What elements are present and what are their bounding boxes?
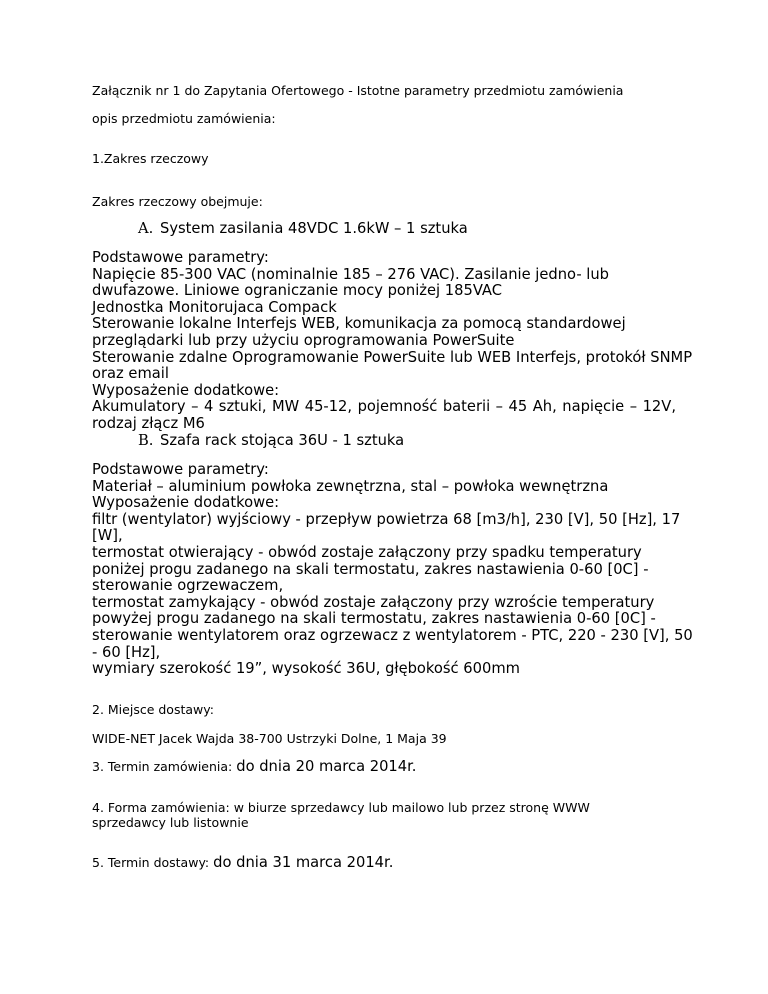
item-a-line: Podstawowe parametry: <box>92 249 269 266</box>
delivery-place-label: 2. Miejsce dostawy: <box>92 702 214 717</box>
item-a-body <box>92 249 693 433</box>
item-b-letter: B. <box>138 432 154 449</box>
item-b-line: poniżej progu zadanego na skali termostatu, zakres nastawienia 0-60 [0C] - <box>92 560 649 578</box>
delivery-deadline-label: 5. Termin dostawy: <box>92 855 210 870</box>
document-title: Załącznik nr 1 do Zapytania Ofertowego - Istotne parametry przedmiotu zamówienia <box>92 83 624 98</box>
item-b-line: powyżej progu zadanego na skali termostatu, zakres nastawienia 0-60 [0C] - <box>92 610 656 628</box>
item-b-line: filtr (wentylator) wyjściowy - przepływ powietrza 68 [m3/h], 230 [V], 50 [Hz], 17 <box>92 510 681 528</box>
item-a-line: Jednostka Monitorujaca Compack <box>92 298 337 316</box>
item-a-line: Akumulatory – 4 sztuki, MW 45-12, pojemność baterii – 45 Ah, napięcie – 12V, <box>92 398 676 416</box>
item-b-line: - 60 [Hz], <box>92 643 161 661</box>
scope-intro: Zakres rzeczowy obejmuje: <box>92 194 263 209</box>
item-b-line: sterowanie ogrzewaczem, <box>92 577 284 595</box>
item-b-line: termostat zamykający - obwód zostaje załączony przy wzroście temperatury <box>92 593 655 611</box>
document-subtitle: opis przedmiotu zamówienia: <box>92 111 276 126</box>
item-a-line: Sterowanie lokalne Interfejs WEB, komunikacja za pomocą standardowej <box>92 315 626 333</box>
item-a-line: oraz email <box>92 365 169 383</box>
order-deadline-value: do dnia 20 marca 2014r. <box>236 758 417 775</box>
item-a-line: dwufazowe. Liniowe ograniczanie mocy poniżej 185VAC <box>92 282 502 300</box>
order-form-line1: 4. Forma zamówienia: w biurze sprzedawcy lub mailowo lub przez stronę WWW <box>92 800 590 815</box>
item-a-title: System zasilania 48VDC 1.6kW – 1 sztuka <box>160 220 468 237</box>
item-a-line: Wyposażenie dodatkowe: <box>92 381 280 399</box>
item-b-line: Wyposażenie dodatkowe: <box>92 494 280 512</box>
item-b-title: Szafa rack stojąca 36U - 1 sztuka <box>160 432 405 449</box>
section-scope-heading: 1.Zakres rzeczowy <box>92 151 209 166</box>
order-form-line2: sprzedawcy lub listownie <box>92 815 249 830</box>
order-deadline <box>92 759 416 774</box>
item-b-line: sterowanie wentylatorem oraz ogrzewacz z wentylatorem - PTC, 220 - 230 [V], 50 <box>92 626 693 644</box>
item-b-line: termostat otwierający - obwód zostaje załączony przy spadku temperatury <box>92 543 642 561</box>
item-a-line: rodzaj złącz M6 <box>92 414 205 432</box>
delivery-deadline <box>92 855 393 870</box>
item-b-line: wymiary szerokość 19”, wysokość 36U, głębokość 600mm <box>92 660 520 678</box>
item-b-line: Podstawowe parametry: <box>92 461 269 478</box>
order-deadline-label: 3. Termin zamówienia: <box>92 759 233 774</box>
item-a-line: Napięcie 85-300 VAC (nominalnie 185 – 276 VAC). Zasilanie jedno- lub <box>92 265 609 283</box>
item-b-heading <box>138 432 404 450</box>
item-b-body <box>92 461 693 678</box>
delivery-place-value: WIDE-NET Jacek Wajda 38-700 Ustrzyki Dolne, 1 Maja 39 <box>92 731 447 746</box>
item-b-line: [W], <box>92 527 123 545</box>
item-a-heading <box>138 220 468 238</box>
item-a-line: przeglądarki lub przy użyciu oprogramowania PowerSuite <box>92 331 515 349</box>
item-a-letter: A. <box>138 220 154 237</box>
item-b-line: Materiał – aluminium powłoka zewnętrzna, stal – powłoka wewnętrzna <box>92 477 609 495</box>
delivery-deadline-value: do dnia 31 marca 2014r. <box>213 854 394 871</box>
item-a-line: Sterowanie zdalne Oprogramowanie PowerSuite lub WEB Interfejs, protokół SNMP <box>92 348 693 366</box>
